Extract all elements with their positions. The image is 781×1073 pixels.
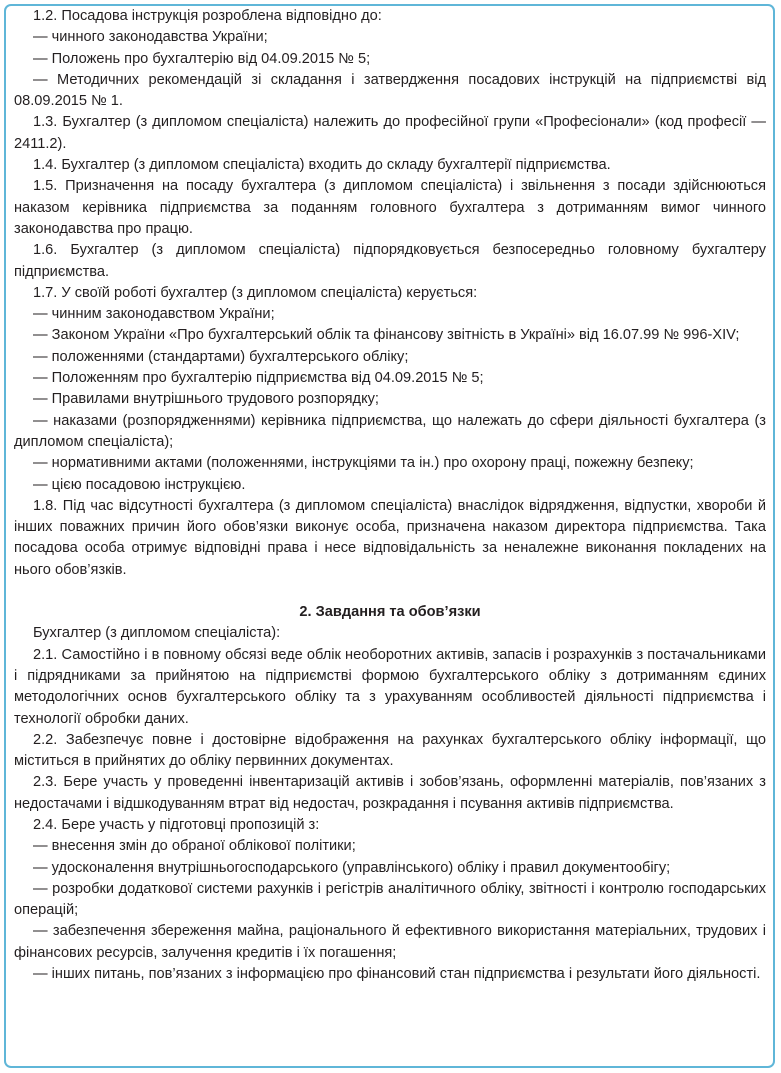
list-item: — Правилами внутрішнього трудового розпорядку;	[33, 391, 379, 408]
list-item: — розробки додаткової системи рахунків і регістрів аналітичного обліку, звітності і контролю господарських операцій;	[14, 880, 766, 919]
section-2	[14, 602, 766, 985]
paragraph-1-3: 1.3. Бухгалтер (з дипломом спеціаліста) належить до професійної групи «Професіонали» (код професії — 2411.2).	[14, 114, 766, 152]
list-item: — нормативними актами (положеннями, інструкціями та ін.) про охорону праці, пожежну безпеку;	[33, 455, 694, 472]
paragraph-2-1: 2.1. Самостійно і в повному обсязі веде облік необоротних активів, запасів і розрахунків з постачальниками і підрядниками за прийнятою на підприємстві формою бухгалтерського обліку з дотриманням єдиних методологічних основ бухгалтерського обліку та з урахуванням особливостей діяльності підприємства і технології обробки даних.	[14, 646, 766, 727]
list-item: — Законом України «Про бухгалтерський облік та фінансову звітність в Україні» від 16.07.99 № 996-XIV;	[33, 327, 740, 344]
list-item: — внесення змін до обраної облікової політики;	[33, 838, 356, 855]
list-item: — чинним законодавством України;	[33, 306, 275, 323]
paragraph-1-4: 1.4. Бухгалтер (з дипломом спеціаліста) входить до складу бухгалтерії підприємства.	[33, 157, 611, 174]
paragraph-2-2: 2.2. Забезпечує повне і достовірне відображення на рахунках бухгалтерського обліку інформації, що міститься в прийнятих до обліку первинних документах.	[14, 731, 766, 770]
list-item: — цією посадовою інструкцією.	[33, 476, 246, 493]
paragraph-1-7: 1.7. У своїй роботі бухгалтер (з дипломом спеціаліста) керується:	[33, 284, 478, 301]
list-item: — положеннями (стандартами) бухгалтерського обліку;	[33, 348, 409, 365]
document-body	[14, 6, 766, 985]
paragraph-1-6: 1.6. Бухгалтер (з дипломом спеціаліста) підпорядковується безпосередньо головному бухгалтеру підприємства.	[14, 242, 766, 280]
list-item: — чинного законодавства України;	[33, 29, 268, 46]
list-item: — удосконалення внутрішньогосподарського (управлінського) обліку і правил документообігу;	[33, 859, 671, 876]
list-item: — забезпечення збереження майна, раціонального й ефективного використання матеріальних, трудових і фінансових ресурсів, залучення кредитів і їх погашення;	[14, 923, 766, 961]
section-gap	[14, 581, 766, 602]
section-intro: Бухгалтер (з дипломом спеціаліста):	[33, 625, 281, 642]
list-item: — Методичних рекомендацій зі складання і затвердження посадових інструкцій на підприємстві від 08.09.2015 № 1.	[14, 71, 766, 110]
paragraph-1-5: 1.5. Призначення на посаду бухгалтера (з дипломом спеціаліста) і звільнення з посади здійснюються наказом керівника підприємства за поданням головного бухгалтера з дотриманням вимог чинного законодавства про працю.	[14, 178, 766, 237]
paragraph-1-8: 1.8. Під час відсутності бухгалтера (з дипломом спеціаліста) внаслідок відрядження, відпустки, хвороби й інших поважних причин його обов’язки виконує особа, призначена наказом директора підприємства. Така посадова особа отримує відповідні права і несе відповідальність за неналежне виконання покладених на нього обов’язків.	[14, 497, 766, 578]
section-1	[14, 6, 766, 581]
list-item: — Положенням про бухгалтерію підприємства від 04.09.2015 № 5;	[33, 370, 484, 387]
list-item: — наказами (розпорядженнями) керівника підприємства, що належать до сфери діяльності бухгалтера (з дипломом спеціаліста);	[14, 412, 766, 450]
list-item: — інших питань, пов’язаних з інформацією про фінансовий стан підприємства і результати його діяльності.	[33, 966, 761, 983]
paragraph-1-2: 1.2. Посадова інструкція розроблена відповідно до:	[33, 8, 382, 24]
paragraph-2-4: 2.4. Бере участь у підготовці пропозицій з:	[33, 816, 320, 833]
section-heading: 2. Завдання та обов’язки	[299, 604, 481, 621]
list-item: — Положень про бухгалтерію від 04.09.2015 № 5;	[33, 50, 371, 67]
paragraph-2-3: 2.3. Бере участь у проведенні інвентаризацій активів і зобов’язань, оформленні матеріалів, пов’язаних з недостачами і відшкодуванням втрат від недостач, розкрадання і псування активів підприємства.	[14, 774, 766, 812]
